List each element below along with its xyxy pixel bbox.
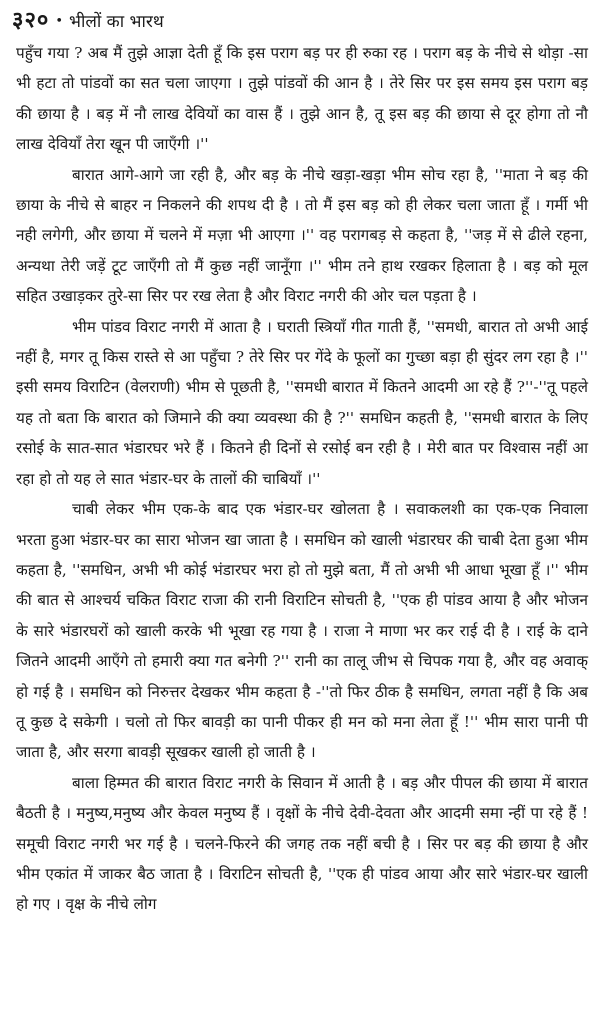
header-bullet: • bbox=[55, 14, 63, 29]
paragraph: बाला हिम्मत की बारात विराट नगरी के सिवान में आती है । बड़ और पीपल की छाया में बारात बैठती है । मनुष्य,मनुष्य और केवल मनुष्य हैं । वृक्षों के नीचे देवी-देवता और आदमी समा न्हीं पा रहे हैं ! समूची विराट नगरी भर गई है । चलने-फिरने की जगह तक नहीं बची है । सिर पर बड़ की छाया है और भीम एकांत में जाकर बैठ जाता है । विराटिन सोचती है, ''एक ही पांडव आया और सारे भंडार-घर खाली हो गए । वृक्ष के नीचे लोग bbox=[16, 773, 588, 914]
paragraph-continued: पहुँच गया ? अब मैं तुझे आज्ञा देती हूँ कि इस पराग बड़ पर ही रुका रह । पराग बड़ के नीचे से थोड़ा -सा भी हटा तो पांडवों का सत चला जाएगा । तुझे पांडवों की आन है । तेरे सिर पर इस समय इस पराग बड़ की छाया है । बड़ में नौ लाख देवियों का वास हैं । तुझे आन है, तू इस बड़ की छाया से दूर होगा तो नौ लाख देवियाँ तेरा खून पी जाएँगी ।'' bbox=[16, 44, 588, 154]
running-header bbox=[12, 4, 588, 38]
book-page bbox=[12, 4, 589, 920]
paragraph: बारात आगे-आगे जा रही है, और बड़ के नीचे खड़ा-खड़ा भीम सोच रहा है, ''माता ने बड़ की छाया के नीचे से बाहर न निकलने की शपथ दी है । तो मैं इस बड़ को ही लेकर चला जाता हूँ । गर्मी भी नही लगेगी, और छाया में चलने में मज़ा भी आएगा ।'' वह परागबड़ से कहता है, ''जड़ में से ढीले रहना, अन्यथा तेरी जड़ें टूट जाएँगी तो मैं कुछ नहीं जानूँगा ।'' भीम तने हाथ रखकर हिलाता है । बड़ को मूल सहित उखाड़कर तुरे-सा सिर पर रख लेता है और विराट नगरी की ओर चल पड़ता है । bbox=[16, 165, 588, 306]
paragraph: चाबी लेकर भीम एक-के बाद एक भंडार-घर खोलता है । सवाकलशी का एक-एक निवाला भरता हुआ भंडार-घर का सारा भोजन खा जाता है । समधिन को खाली भंडारघर की चाबी देता हुआ भीम कहता है, ''समधिन, अभी भी कोई भंडारघर भरा हो तो मुझे बता, मैं तो अभी भी आधा भूखा हूँ ।'' भीम की बात से आश्चर्य चकित विराट राजा की रानी विराटिन सोचती है, ''एक ही पांडव आया है और भोजन के सारे भंडारघरों को खाली करके भी भूखा रह गया है । राजा ने माणा भर कर राई दी है । राई के दाने जितने आदमी आएँगे तो हमारी क्या गत बनेगी ?'' रानी का तालू जीभ से चिपक गया है, और वह अवाक्‌ हो गई है । समधिन को निरुत्तर देखकर भीम कहता है -''तो फिर ठीक है समधिन, लगता नहीं है कि अब तू कुछ दे सकेगी । चलो तो फिर बावड़ी का पानी पीकर ही मन को मना लेता हूँ !'' भीम सारा पानी पी जाता है, और सरगा बावड़ी सूखकर खाली हो जाती है । bbox=[16, 500, 589, 762]
body-text bbox=[16, 38, 588, 920]
page-number: ३२० bbox=[12, 7, 50, 33]
book-title: भीलों का भारथ bbox=[69, 12, 164, 32]
paragraph: भीम पांडव विराट नगरी में आता है । घराती स्त्रियाँ गीत गाती हैं, ''समधी, बारात तो अभी आई नहीं है, मगर तू किस रास्ते से आ पहुँचा ? तेरे सिर पर गेंदे के फूलों का गुच्छा बड़ा ही सुंदर लग रहा है ।'' इसी समय विराटिन (वेलराणी) भीम से पूछती है, ''समधी बारात में कितने आदमी आ रहे हैं ?''-''तू पहले यह तो बता कि बारात को जिमाने की क्या व्यवस्था की है ?'' समधिन कहती है, ''समधी बारात के लिए रसोई के सात-सात भंडारघर भरे हैं । कितने ही दिनों से रसोई बन रही है । मेरी बात पर विश्वास नहीं आ रहा हो तो यह ले सात भंडार-घर के तालों की चाबियाँ ।'' bbox=[16, 317, 589, 488]
